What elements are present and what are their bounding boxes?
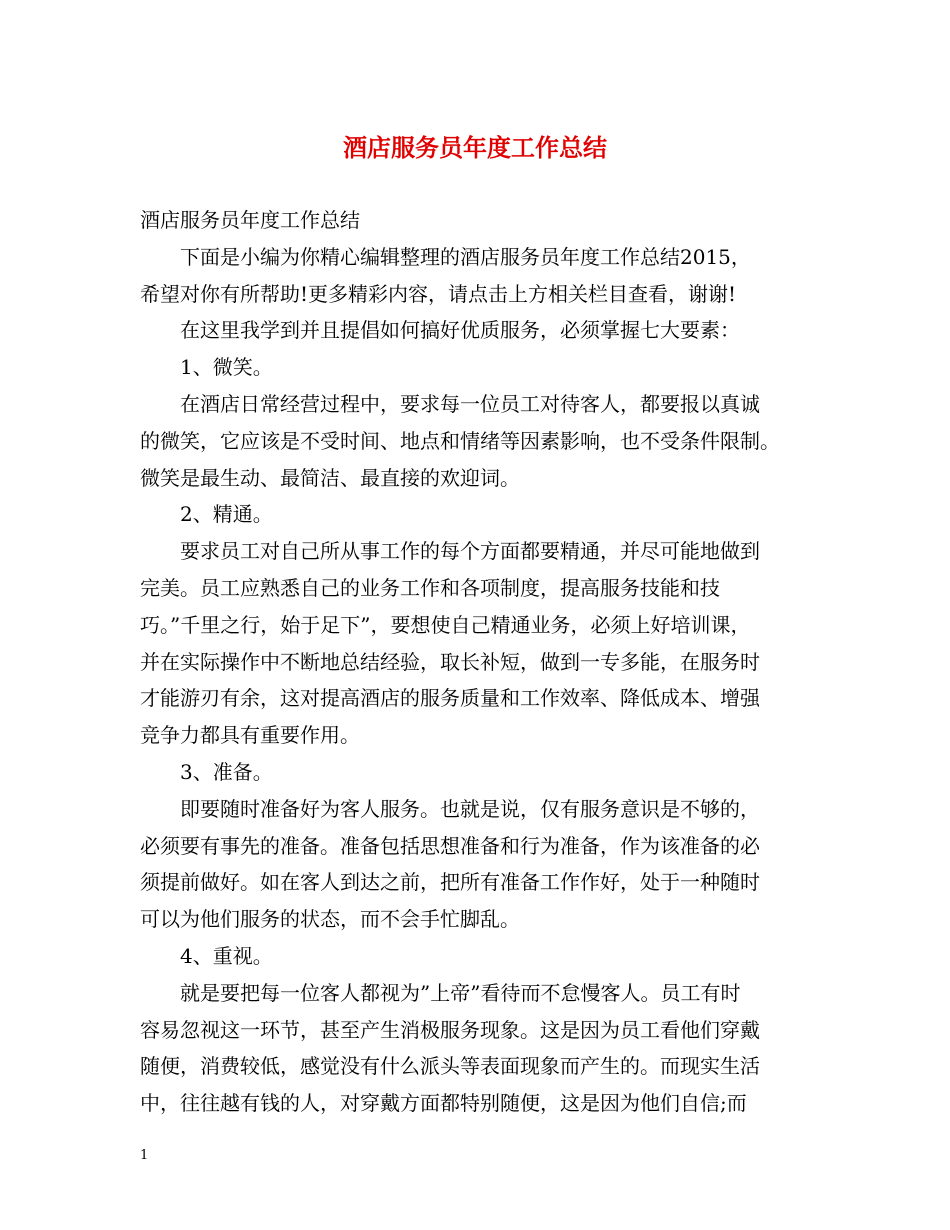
text-line: 酒店服务员年度工作总结 — [140, 208, 360, 232]
text-line: 要求员工对自己所从事工作的每个方面都要精通，并尽可能地做到 — [180, 539, 760, 564]
text-line: 随便，消费较低，感觉没有什么派头等表面现象而产生的。而现实生活 — [140, 1054, 760, 1079]
text-line: 即要随时准备好为客人服务。也就是说，仅有服务意识是不够的， — [180, 796, 760, 821]
text-line: 才能游刃有余，这对提高酒店的服务质量和工作效率、降低成本、增强 — [140, 686, 760, 711]
text-line: 的微笑，它应该是不受时间、地点和情绪等因素影响，也不受条件限制。 — [140, 428, 780, 453]
text-line: 1、微笑。 — [180, 355, 273, 380]
text-line: 并在实际操作中不断地总结经验，取长补短，做到一专多能，在服务时 — [140, 649, 760, 674]
text-line: 微笑是最生动、最简洁、最直接的欢迎词。 — [140, 465, 520, 490]
text-line: 下面是小编为你精心编辑整理的酒店服务员年度工作总结2015， — [180, 244, 751, 269]
text-line: 希望对你有所帮助!更多精彩内容，请点击上方相关栏目查看，谢谢! — [140, 281, 737, 306]
text-line: 可以为他们服务的状态，而不会手忙脚乱。 — [140, 907, 520, 932]
document-title: 酒店服务员年度工作总结 — [343, 133, 607, 162]
text-line: 巧。”千里之行，始于足下”，要想使自己精通业务，必须上好培训课， — [140, 612, 751, 637]
text-line: 3、准备。 — [180, 759, 273, 784]
page-number: 1 — [140, 1148, 149, 1163]
text-line: 完美。员工应熟悉自己的业务工作和各项制度，提高服务技能和技 — [140, 575, 720, 600]
text-line: 须提前做好。如在客人到达之前，把所有准备工作作好，处于一种随时 — [140, 870, 760, 895]
text-line: 4、重视。 — [180, 943, 273, 968]
text-line: 2、精通。 — [180, 502, 273, 527]
text-line: 必须要有事先的准备。准备包括思想准备和行为准备，作为该准备的必 — [140, 833, 760, 858]
text-line: 容易忽视这一环节，甚至产生消极服务现象。这是因为员工看他们穿戴 — [140, 1017, 760, 1042]
text-line: 中，往往越有钱的人，对穿戴方面都特别随便，这是因为他们自信;而 — [140, 1091, 747, 1116]
text-line: 在这里我学到并且提倡如何搞好优质服务，必须掌握七大要素： — [180, 318, 740, 343]
text-line: 在酒店日常经营过程中，要求每一位员工对待客人，都要报以真诚 — [180, 391, 760, 416]
text-line: 竞争力都具有重要作用。 — [140, 723, 360, 748]
text-line: 就是要把每一位客人都视为”上帝”看待而不怠慢客人。员工有时 — [180, 980, 741, 1005]
document-body — [140, 202, 820, 1122]
